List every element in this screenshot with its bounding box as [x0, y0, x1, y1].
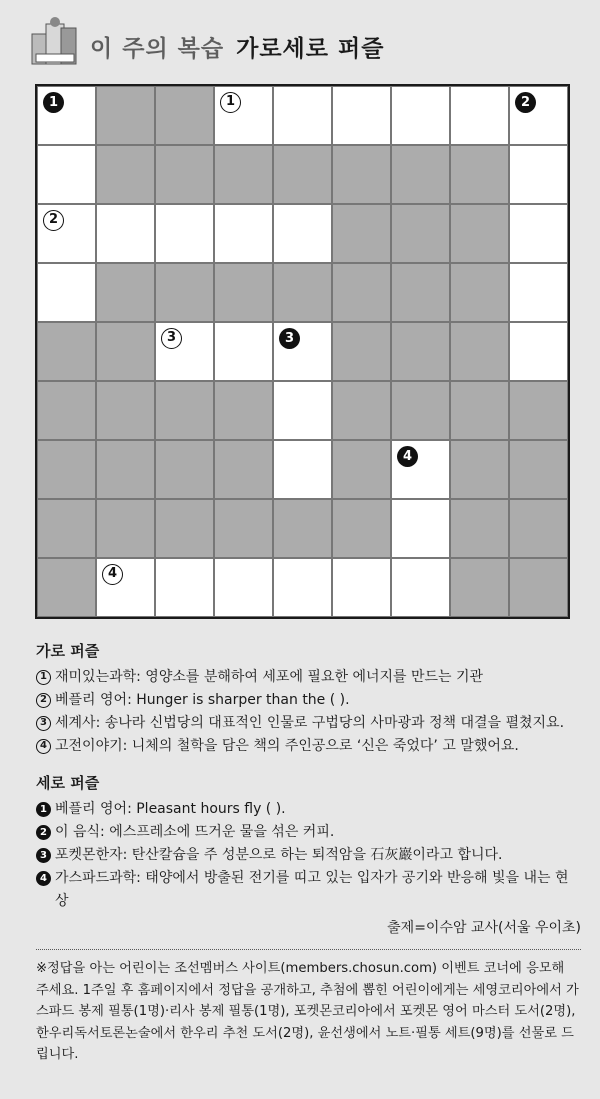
grid-cell-shaded — [155, 499, 214, 558]
grid-cell-blank[interactable] — [509, 322, 568, 381]
clue-text: 세계사: 송나라 신법당의 대표적인 인물로 구법당의 사마광과 정책 대결을 펼쳤지요. — [55, 715, 565, 731]
grid-cell-shaded — [96, 263, 155, 322]
grid-cell-shaded — [391, 204, 450, 263]
grid-cell-blank[interactable] — [509, 263, 568, 322]
clue-text: 베플리 영어: Hunger is sharper than the ( ). — [55, 692, 350, 708]
grid-cell-shaded — [96, 145, 155, 204]
grid-cell-shaded — [37, 558, 96, 617]
grid-cell-blank[interactable] — [273, 204, 332, 263]
clue-number-filled: 1 — [43, 92, 64, 113]
grid-cell-shaded — [391, 145, 450, 204]
grid-cell-shaded — [214, 440, 273, 499]
clue-text: 재미있는과학: 영양소를 분해하여 세포에 필요한 에너지를 만드는 기관 — [55, 669, 484, 685]
grid-cell-blank[interactable] — [391, 440, 450, 499]
clue-badge: 3 — [36, 716, 51, 731]
clue-text: 고전이야기: 니체의 철학을 담은 책의 주인공으로 ‘신은 죽었다’ 고 말했어요. — [55, 738, 519, 754]
page-title — [90, 30, 384, 63]
grid-cell-blank[interactable] — [273, 440, 332, 499]
clue-number-filled: 3 — [279, 328, 300, 349]
clue-badge: 3 — [36, 848, 51, 863]
grid-cell-blank[interactable] — [509, 204, 568, 263]
clue-number-filled: 2 — [515, 92, 536, 113]
grid-cell-shaded — [332, 440, 391, 499]
grid-cell-blank[interactable] — [509, 145, 568, 204]
grid-cell-shaded — [155, 145, 214, 204]
grid-cell-shaded — [273, 145, 332, 204]
clue-number-filled: 4 — [397, 446, 418, 467]
grid-cell-shaded — [214, 145, 273, 204]
grid-cell-blank[interactable] — [214, 86, 273, 145]
grid-cell-shaded — [96, 86, 155, 145]
grid-cell-shaded — [450, 558, 509, 617]
grid-cell-shaded — [37, 440, 96, 499]
grid-cell-shaded — [214, 263, 273, 322]
clue-text: 베플리 영어: Pleasant hours fly ( ). — [55, 801, 286, 817]
grid-cell-shaded — [450, 145, 509, 204]
grid-cell-shaded — [155, 381, 214, 440]
down-clue — [36, 798, 581, 821]
grid-cell-shaded — [509, 499, 568, 558]
notice: ※정답을 아는 어린이는 조선멤버스 사이트(members.chosun.com) 이벤트 코너에 응모해 주세요. 1주일 후 홈페이지에서 정답을 공개하고, 추첨에 뽑힌 어린이에게는 세영코리아에서 가스파드 봉제 필통(1명)·리사 봉제 필통(1명), 포켓몬코리아에서 포켓몬 영어 마스터 도서(2명), 한우리독서토론논술에서 한우리 추천 도서(2명), 윤선생에서 노트·필통 세트(9명)를 선물로 드립니다. — [36, 961, 579, 1062]
grid-cell-blank[interactable] — [155, 322, 214, 381]
credit: 출제=이수암 교사(서울 우이초) — [387, 920, 581, 936]
grid-cell-shaded — [509, 440, 568, 499]
grid-cell-blank[interactable] — [214, 204, 273, 263]
clue-badge: 1 — [36, 670, 51, 685]
grid-cell-shaded — [332, 322, 391, 381]
grid-cell-shaded — [155, 440, 214, 499]
grid-cell-blank[interactable] — [155, 558, 214, 617]
clue-badge: 2 — [36, 693, 51, 708]
grid-cell-shaded — [509, 558, 568, 617]
clue-badge: 4 — [36, 871, 51, 886]
grid-cell-shaded — [37, 381, 96, 440]
grid-cell-shaded — [450, 499, 509, 558]
grid-cell-shaded — [155, 86, 214, 145]
grid-cell-shaded — [214, 499, 273, 558]
crossword-grid — [35, 84, 570, 619]
grid-cell-blank[interactable] — [214, 558, 273, 617]
grid-cell-shaded — [155, 263, 214, 322]
grid-cell-blank[interactable] — [37, 86, 96, 145]
clue-badge: 1 — [36, 802, 51, 817]
clue-number-outline: 4 — [102, 564, 123, 585]
down-clue — [36, 867, 581, 913]
clue-number-outline: 3 — [161, 328, 182, 349]
grid-cell-shaded — [214, 381, 273, 440]
title-part1: 이 주의 복습 — [90, 36, 225, 62]
grid-cell-shaded — [391, 263, 450, 322]
clue-badge: 4 — [36, 739, 51, 754]
grid-cell-blank[interactable] — [391, 86, 450, 145]
grid-cell-blank[interactable] — [391, 558, 450, 617]
title-part2: 가로세로 퍼즐 — [236, 36, 385, 62]
grid-cell-blank[interactable] — [96, 558, 155, 617]
across-title: 가로 퍼즐 — [36, 642, 100, 660]
grid-cell-shaded — [450, 204, 509, 263]
header — [0, 0, 600, 82]
grid-cell-shaded — [332, 263, 391, 322]
grid-cell-blank[interactable] — [273, 558, 332, 617]
grid-cell-shaded — [332, 381, 391, 440]
grid-cell-blank[interactable] — [214, 322, 273, 381]
across-clue — [36, 735, 581, 758]
grid-cell-shaded — [391, 322, 450, 381]
grid-cell-shaded — [450, 322, 509, 381]
grid-cell-shaded — [332, 145, 391, 204]
grid-cell-blank[interactable] — [332, 558, 391, 617]
across-clue — [36, 712, 581, 735]
grid-cell-blank[interactable] — [155, 204, 214, 263]
grid-cell-blank[interactable] — [450, 86, 509, 145]
down-clue — [36, 821, 581, 844]
grid-cell-shaded — [96, 381, 155, 440]
grid-cell-blank[interactable] — [96, 204, 155, 263]
grid-cell-blank[interactable] — [509, 86, 568, 145]
down-title: 세로 퍼즐 — [36, 774, 100, 792]
across-clues — [36, 666, 581, 758]
grid-cell-shaded — [37, 322, 96, 381]
grid-cell-shaded — [391, 381, 450, 440]
grid-cell-shaded — [273, 263, 332, 322]
grid-cell-blank[interactable] — [37, 145, 96, 204]
divider — [36, 949, 581, 950]
grid-cell-shaded — [509, 381, 568, 440]
grid-cell-shaded — [273, 499, 332, 558]
grid-cell-shaded — [96, 322, 155, 381]
grid-cell-blank[interactable] — [273, 322, 332, 381]
clue-text: 포켓몬한자: 탄산칼슘을 주 성분으로 하는 퇴적암을 石灰巖이라고 합니다. — [55, 847, 503, 863]
grid-cell-shaded — [96, 499, 155, 558]
grid-cell-blank[interactable] — [273, 86, 332, 145]
clue-text: 이 음식: 에스프레소에 뜨거운 물을 섞은 커피. — [55, 824, 335, 840]
grid-cell-shaded — [96, 440, 155, 499]
grid-cell-blank[interactable] — [273, 381, 332, 440]
down-clue — [36, 844, 581, 867]
across-clue — [36, 689, 581, 712]
grid-cell-shaded — [332, 204, 391, 263]
grid-cell-blank[interactable] — [332, 86, 391, 145]
grid-cell-blank[interactable] — [37, 263, 96, 322]
grid-cell-blank[interactable] — [391, 499, 450, 558]
across-clue — [36, 666, 581, 689]
clue-number-outline: 1 — [220, 92, 241, 113]
clue-number-outline: 2 — [43, 210, 64, 231]
clue-badge: 2 — [36, 825, 51, 840]
grid-cell-shaded — [37, 499, 96, 558]
down-clues — [36, 798, 581, 913]
grid-cell-shaded — [450, 440, 509, 499]
grid-cell-shaded — [450, 263, 509, 322]
books-logo-icon — [28, 14, 82, 68]
grid-cell-blank[interactable] — [37, 204, 96, 263]
grid-cell-shaded — [450, 381, 509, 440]
clues-section — [36, 640, 581, 1066]
grid-cell-shaded — [332, 499, 391, 558]
clue-text: 가스파드과학: 태양에서 방출된 전기를 띠고 있는 입자가 공기와 반응해 빛을 내는 현상 — [55, 870, 569, 909]
